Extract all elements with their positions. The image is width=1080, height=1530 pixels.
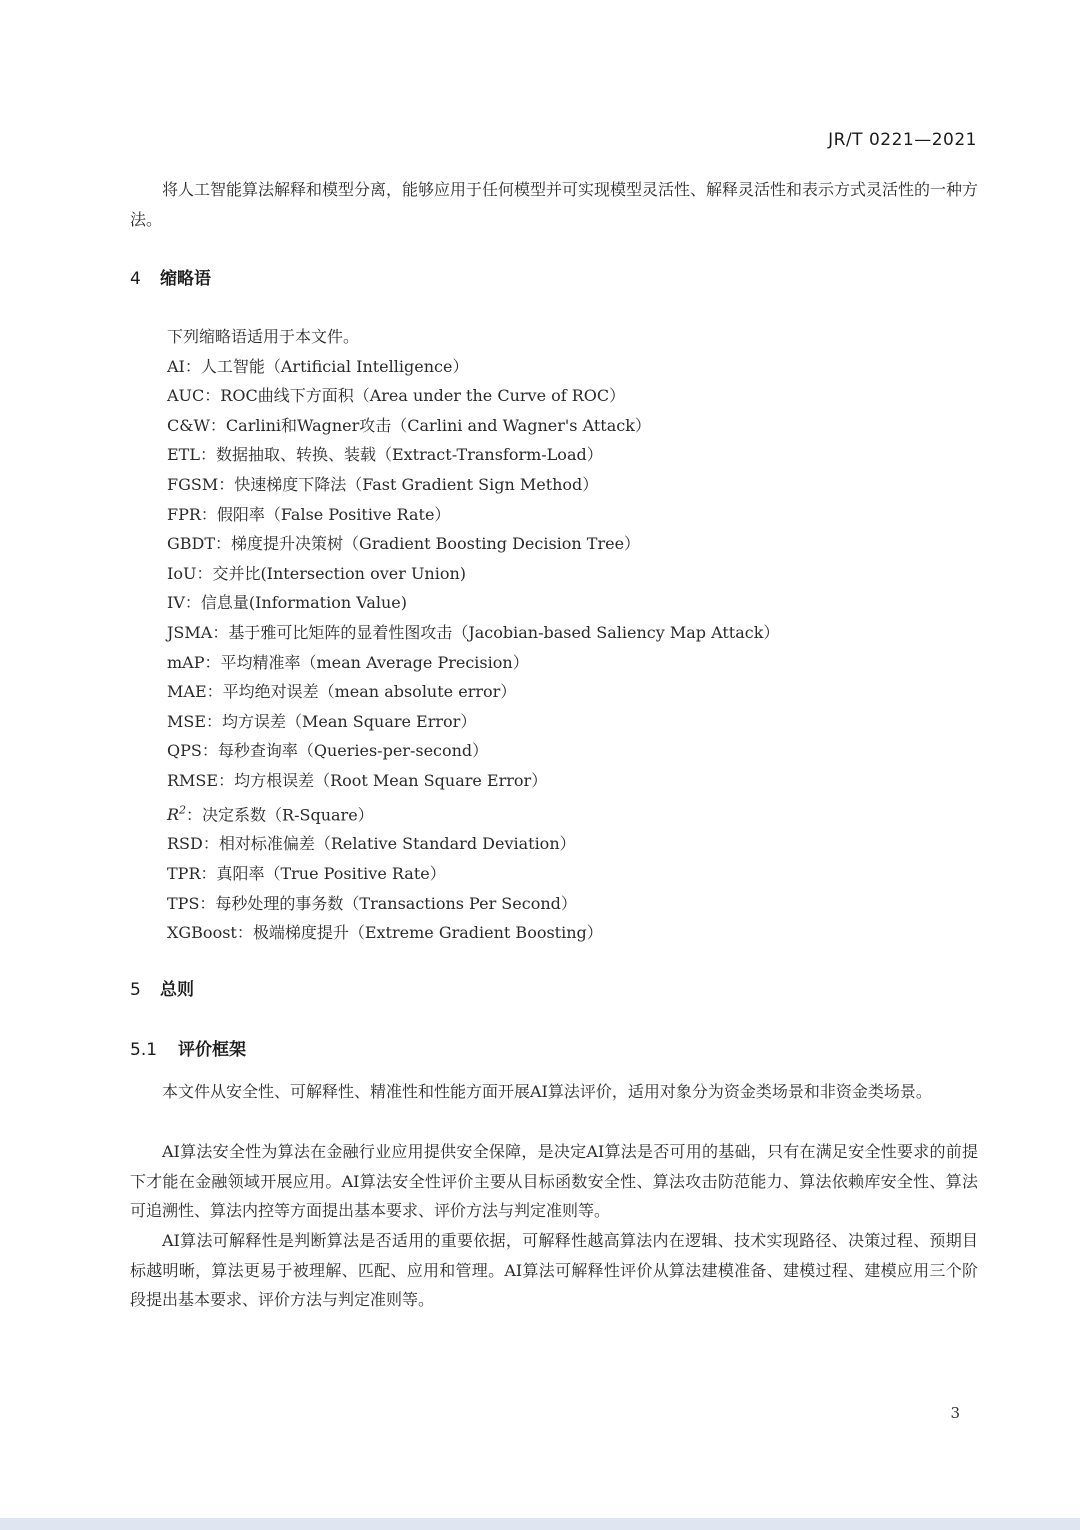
abbreviation-item: AUC：ROC曲线下方面积（Area under the Curve of ROC） — [167, 386, 626, 406]
abbreviation-item: mAP：平均精准率（mean Average Precision） — [167, 652, 529, 672]
section-5-heading — [130, 975, 194, 1000]
r-square-definition: ：决定系数（R-Square） — [186, 804, 374, 824]
r-power: 2 — [179, 803, 187, 817]
framework-paragraph: 本文件从安全性、可解释性、精准性和性能方面开展AI算法评价，适用对象分为资金类场景和非资金类场景。 — [162, 1082, 932, 1101]
subsection-number: 5.1 — [130, 1040, 158, 1060]
bottom-edge-strip — [0, 1518, 1080, 1530]
abbreviation-item: MAE：平均绝对误差（mean absolute error） — [167, 682, 517, 702]
abbreviation-item: TPS：每秒处理的事务数（Transactions Per Second） — [167, 893, 577, 913]
abbreviation-item: FPR：假阳率（False Positive Rate） — [167, 504, 451, 524]
section-5-1-heading — [130, 1035, 246, 1060]
section-number: 4 — [130, 269, 141, 289]
abbreviation-item-r-square — [167, 796, 779, 830]
page-number: 3 — [950, 1404, 960, 1422]
section-title: 缩略语 — [160, 269, 211, 289]
abbreviation-list — [167, 322, 779, 948]
abbreviation-item: GBDT：梯度提升决策树（Gradient Boosting Decision Tree） — [167, 534, 641, 554]
r-symbol: R — [167, 804, 180, 824]
abbreviation-item: QPS：每秒查询率（Queries-per-second） — [167, 741, 489, 761]
abbreviation-item: TPR：真阳率（True Positive Rate） — [167, 864, 446, 884]
intro-paragraph: 将人工智能算法解释和模型分离，能够应用于任何模型并可实现模型灵活性、解释灵活性和表示方式灵活性的一种方法。 — [130, 180, 979, 229]
abbreviation-item: IV：信息量(Information Value) — [167, 593, 407, 613]
subsection-title: 评价框架 — [178, 1040, 246, 1060]
section-4-heading — [130, 264, 211, 289]
abbreviation-item: RSD：相对标准偏差（Relative Standard Deviation） — [167, 834, 576, 854]
abbreviation-item: IoU：交并比(Intersection over Union) — [167, 563, 467, 583]
abbreviation-item: JSMA：基于雅可比矩阵的显着性图攻击（Jacobian-based Saliency Map Attack） — [167, 622, 780, 642]
abbreviation-item: XGBoost：极端梯度提升（Extreme Gradient Boosting） — [167, 923, 603, 943]
abbreviation-item: MSE：均方误差（Mean Square Error） — [167, 711, 477, 731]
document-code: JR/T 0221—2021 — [828, 130, 977, 150]
abbreviation-lead: 下列缩略语适用于本文件。 — [167, 327, 360, 346]
abbreviation-item: RMSE：均方根误差（Root Mean Square Error） — [167, 770, 548, 790]
r-squared-symbol — [167, 805, 186, 824]
abbreviation-item: FGSM：快速梯度下降法（Fast Gradient Sign Method） — [167, 474, 599, 494]
section-number: 5 — [130, 980, 141, 1000]
abbreviation-item: C&W：Carlini和Wagner攻击（Carlini and Wagner's Attack） — [167, 415, 651, 435]
abbreviation-item: ETL：数据抽取、转换、装载（Extract-Transform-Load） — [167, 445, 603, 465]
section-title: 总则 — [160, 980, 194, 1000]
explainability-paragraph: AI算法可解释性是判断算法是否适用的重要依据，可解释性越高算法内在逻辑、技术实现路径、决策过程、预期目标越明晰，算法更易于被理解、匹配、应用和管理。AI算法可解释性评价从算法建模准备、建模过程、建模应用三个阶段提出基本要求、评价方法与判定准则等。 — [130, 1231, 978, 1309]
safety-paragraph: AI算法安全性为算法在金融行业应用提供安全保障，是决定AI算法是否可用的基础，只有在满足安全性要求的前提下才能在金融领域开展应用。AI算法安全性评价主要从目标函数安全性、算法攻击防范能力、算法依赖库安全性、算法可追溯性、算法内控等方面提出基本要求、评价方法与判定准则等。 — [130, 1142, 978, 1220]
abbreviation-item: AI：人工智能（Artificial Intelligence） — [167, 356, 469, 376]
